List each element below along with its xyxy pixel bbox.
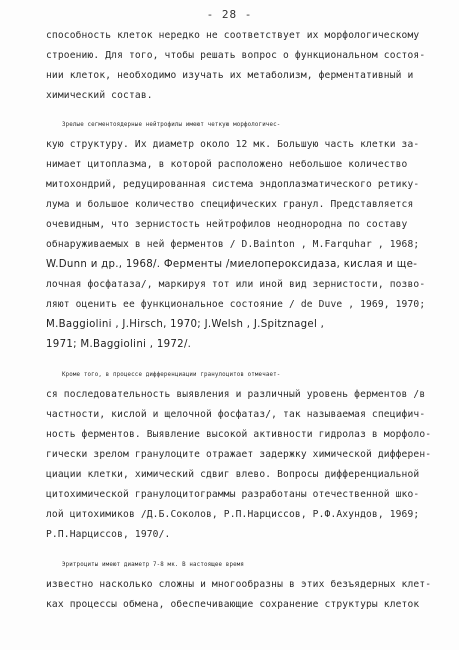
- text-line: нии клеток, необходимо изучать их метаболизм, ферментативный и: [46, 70, 414, 81]
- text-line: Зрелые сегментоядерные нейтрофилы имеют четкую морфологичес-: [62, 122, 281, 128]
- text-line: способность клеток нередко не соответствует их морфологическому: [46, 30, 420, 41]
- text-line: известно насколько сложны и многообразны в этих безъядерных клет-: [46, 579, 432, 590]
- text-line: строению. Для того, чтобы решать вопрос о функциональном состоя-: [46, 50, 426, 61]
- text-line: частности, кислой и щелочной фосфатаз/, так называемая специфич-: [46, 409, 426, 420]
- text-line: обнаруживаемых в ней ферментов / D.Bainton , M.Farquhar , 1968;: [46, 239, 420, 250]
- text-line: ляют оценить ее функциональное состояние / de Duve , 1969, 1970;: [46, 299, 426, 310]
- text-line: гически зрелом гранулоците отражает задержку химической дифферен-: [46, 449, 432, 460]
- text-line: M.Baggiolini , J.Hirsch, 1970; J.Welsh , J.Spitznagel ,: [46, 319, 325, 330]
- text-line: митохондрий, редуцированная система эндоплазматического ретику-: [46, 179, 420, 190]
- page-number: - 28 -: [206, 8, 253, 21]
- text-line: нимает цитоплазма, в которой расположено небольшое количество: [46, 159, 408, 170]
- text-line: Эритроциты имеют диаметр 7-8 мк. В настоящее время: [62, 562, 245, 568]
- text-line: W.Dunn и др., 1968/. Ферменты /миелопероксидаза, кислая и ще-: [46, 259, 418, 270]
- text-line: ность ферментов. Выявление высокой активности гидролаз в морфоло-: [46, 429, 432, 440]
- text-line: очевидным, что зернистость нейтрофилов неоднородна по составу: [46, 219, 408, 230]
- text-line: 1971; M.Baggiolini , 1972/.: [46, 339, 192, 350]
- text-line: ся последовательность выявления и различный уровень ферментов /в: [46, 389, 426, 400]
- text-line: Р.П.Нарциссов, 1970/.: [46, 529, 171, 540]
- text-line: Кроме того, в процессе дифференциации гранулоцитов отмечает-: [62, 372, 281, 378]
- text-line: лой цитохимиков /Д.Б.Соколов, Р.П.Нарциссов, Р.Ф.Ахундов, 1969;: [46, 509, 420, 520]
- text-line: циации клетки, химический сдвиг влево. Вопросы дифференциальной: [46, 469, 420, 480]
- text-line: кую структуру. Их диаметр около 12 мк. Большую часть клетки за-: [46, 139, 420, 150]
- text-line: химический состав.: [46, 90, 153, 101]
- text-line: ках процессы обмена, обеспечивающие сохранение структуры клеток: [46, 599, 420, 610]
- text-line: лума и большое количество специфических гранул. Представляется: [46, 199, 414, 210]
- text-line: цитохимической гранулоцитограммы разработаны отечественной шко-: [46, 489, 420, 500]
- text-line: лочная фосфатаза/, маркируя тот или иной вид зернистости, позво-: [46, 279, 426, 290]
